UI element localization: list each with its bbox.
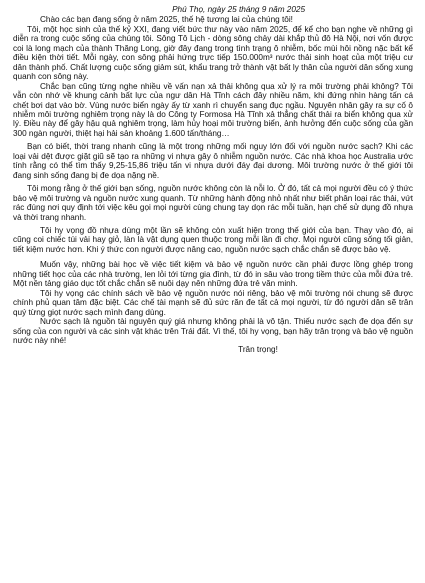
letter-salutation: Chào các bạn đang sống ở năm 2025, thế hệ tương lai của chúng tôi! [40,15,293,25]
letter-date-line: Phú Thọ, ngày 25 tháng 9 năm 2025 [172,5,305,14]
letter-paragraph-6: Muốn vậy, những bài học về việc tiết kiệm và bảo vệ nguồn nước cần phải được lồng ghép trong những tiết học của các nhà trường, len lỏi tới từng gia đình, từ đó in sâu vào trong tiềm thức của mỗi đứa trẻ. Một nền tảng giáo dục tốt chắc chắn sẽ nuôi dạy nên những đứa trẻ văn minh. [13,260,413,289]
letter-paragraph-7: Tôi hy vọng các chính sách về bảo vệ nguồn nước nói riêng, bảo vệ môi trường nói chung sẽ được chính phủ quan tâm đặc biệt. Các chế tài mạnh sẽ đủ sức răn đe tất cả mọi người, từ đó người dân sẽ trân quý từng giọt nước sạch mình đang dùng. [13,288,413,317]
letter-paragraph-1: Tôi, một học sinh của thế kỷ XXI, đang viết bức thư này vào năm 2025, để kể cho bạn nghe về những gì diễn ra trong cuộc sống của chúng tôi. Sông Tô Lịch - dòng sông chảy dài khắp thủ đô Hà Nội, nơi vốn được coi là long mạch của thành Thăng Long, giờ đây đang trong tình trạng ô nhiễm, bốc mùi hôi nồng nặc bất kể điều kiện thời tiết. Mỗi ngày, con sông phải hứng trực tiếp 150.000m³ nước thải sinh hoạt của một triệu cư dân thành phố. Chất lượng cuộc sống giảm sút, khẩu trang trở thành vật bất ly thân của người dân sống xung quanh con sông này. [13,24,413,82]
letter-paragraph-2: Chắc bạn cũng từng nghe nhiều về vấn nạn xả thải không qua xử lý ra môi trường phải không? Tôi vẫn còn nhớ về khung cảnh bất lực của ngư dân Hà Tĩnh cách đây nhiều năm, khi đứng nhìn hàng tấn cá chết bơi dạt vào bờ. Vùng nước biển ngày ấy từ xanh rì chuyển sang đục ngầu. Nguyên nhân gây ra sự cố ô nhiễm môi trường nghiêm trọng này là do Công ty Formosa Hà Tĩnh xả thẳng chất thải ra biển không qua xử lý. Điều này để gây hậu quả nghiêm trọng, làm hủy hoại môi trường biển, ảnh hưởng đến cuộc sống của gần 300 ngàn người, thiệt hại hải sản khoảng 1.600 tấn/tháng… [13,81,413,138]
letter-closing: Trân trọng! [238,345,278,355]
letter-paragraph-8: Nước sạch là nguồn tài nguyên quý giá nhưng không phải là vô tận. Thiếu nước sạch đe dọa đến sự sống của con người và các sinh vật khác trên Trái đất. Vì thế, tôi hy vọng, bạn hãy trân trọng và bảo vệ nguồn nước này nhé! [13,317,413,345]
letter-paragraph-4: Tôi mong rằng ở thế giới bạn sống, nguồn nước không còn là nỗi lo. Ở đó, tất cả mọi người đều có ý thức bảo vệ môi trường và nguồn nước xung quanh. Từ những hành động nhỏ nhất như biết phân loại rác thải, vứt rác đúng nơi quy định tới việc kêu gọi mọi người cùng chung tay dọn rác mỗi tuần, hạn chế sử dụng đồ nhựa và thời trang nhanh. [13,184,413,222]
letter-paragraph-5: Tôi hy vọng đồ nhựa dùng một lần sẽ không còn xuất hiện trong thế giới của bạn. Thay vào đó, ai cũng coi chiếc túi vải hay giỏ, làn là vật dụng quen thuộc trong mỗi lần đi chợ. Mọi người cũng sống tối giản, tiết kiệm nước hơn. Khi ý thức con người được nâng cao, nguồn nước sạch chắc chắn sẽ được bảo vệ. [13,225,413,254]
letter-paragraph-3: Bạn có biết, thời trang nhanh cũng là một trong những mối nguy lớn đối với nguồn nước sạch? Khi các loại vải dệt được giặt giũ sẽ tạo ra những vi nhựa gây ô nhiễm nguồn nước. Các nhà khoa học Australia ước tính rằng có thể tìm thấy 9,25-15,86 triệu tấn vi nhựa dưới đáy đại dương. Môi trường nước ở thế giới tôi đang sinh sống đang bị đe dọa nặng nề. [13,142,413,180]
